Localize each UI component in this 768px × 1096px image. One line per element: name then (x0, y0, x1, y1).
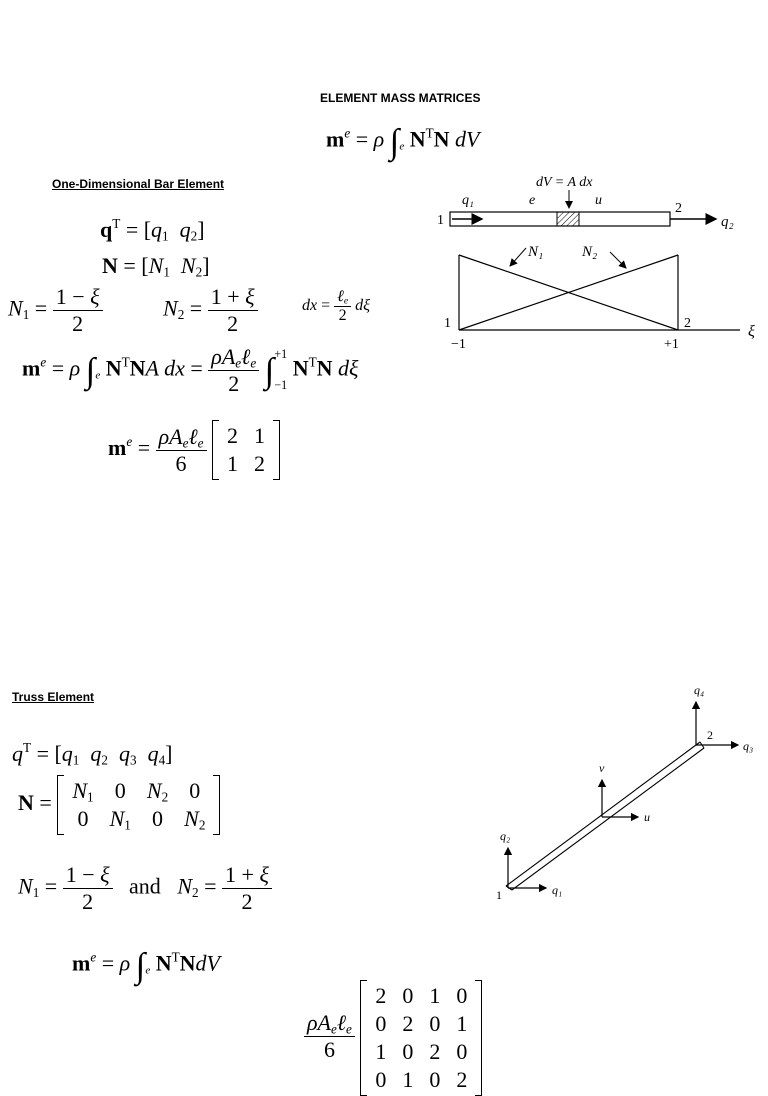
q4-label: q₄ (694, 683, 705, 697)
truss-shape-matrix-equation: N = $N_1$ 0 $N_2$ 0 0 $N_1$ 0 $N_2$ (18, 775, 220, 835)
truss-shape-functions-equation: $N_1$ = $\frac{1 - \xi}{2}$ and $N_2$ = $\frac{1 + \xi}{2}$ (18, 862, 272, 915)
n2-label: N₂ (582, 244, 598, 260)
bar-n2-equation: $N_2$ = $\frac{1 + \xi}{2}$ (163, 284, 258, 337)
bar-element-heading: One-Dimensional Bar Element (52, 177, 225, 191)
bar-n1-equation: $N_1$ = $\frac{1 - \xi}{2}$ (8, 284, 103, 337)
truss-q-transpose-equation: $q^T = [q_1$ $q_2$ $q_3$ $q_4$] (12, 739, 173, 768)
n1-pointer-arrow (510, 248, 526, 266)
v-label: v (599, 761, 605, 775)
bar-q2-label: q₂ (721, 214, 734, 230)
bar-differential-volume (557, 212, 579, 226)
truss-element-diagram (488, 680, 763, 905)
truss-mass-matrix-result: $\frac{\rho A_e\ell_e}{6}$ 2 0 1 0 0 2 0 1 1 0 2 0 0 1 0 2 (304, 980, 482, 1096)
shape-node1-label: 1 (444, 316, 451, 331)
page-title: ELEMENT MASS MATRICES (320, 91, 481, 105)
n1-label: N₁ (528, 244, 544, 260)
truss-node2-label: 2 (707, 728, 713, 742)
bar-node2-label: 2 (675, 201, 682, 216)
truss-element-heading: Truss Element (12, 690, 95, 704)
bar-shape-vector-equation: $N = [N_1$ $N_2$] (102, 253, 210, 280)
truss-member-edge-bottom (512, 748, 704, 890)
xi-minus-one-label: −1 (451, 337, 466, 352)
bar-mass-integral-equation: $m^e = \rho$ $\int_e$ $N^TNA$ dx = $\frac{\rho A_e\ell_e}{2}$ ∫+1 −1 $N^TN$ dξ (22, 344, 359, 396)
bar-q-transpose-equation: $q^T = [q_1$ $q_2$] (100, 215, 205, 244)
q1-label: q₁ (552, 883, 563, 897)
xi-axis-label: ξ (748, 323, 755, 340)
bar-node1-label: 1 (437, 213, 444, 228)
u-label: u (644, 810, 650, 824)
bar-e-label: e (529, 193, 536, 208)
truss-node1-label: 1 (496, 888, 502, 902)
general-mass-equation: $m^e = \rho$ $\int_e$ $N^TN$ dV (326, 122, 480, 161)
truss-mass-integral-equation: $m^e = \rho$ $\int_e$ $N^TNdV$ (72, 946, 220, 985)
bar-mass-matrix-result: $m^e$ = $\frac{\rho A_e\ell_e}{6}$ 2 1 1 2 (108, 420, 280, 480)
q2-label: q₂ (500, 829, 511, 843)
xi-plus-one-label: +1 (664, 337, 679, 352)
n2-pointer-arrow (610, 252, 626, 268)
shape-node2-label: 2 (684, 316, 691, 331)
bar-u-label: u (595, 193, 602, 208)
bar-q1-label: q₁ (462, 193, 474, 208)
bar-element-diagram (430, 170, 765, 360)
dv-label: dV = A dx (536, 175, 593, 190)
q3-label: q₃ (743, 739, 754, 753)
bar-dx-equation: dx = $\frac{\ell_e}{2}$ dξ (302, 288, 370, 324)
